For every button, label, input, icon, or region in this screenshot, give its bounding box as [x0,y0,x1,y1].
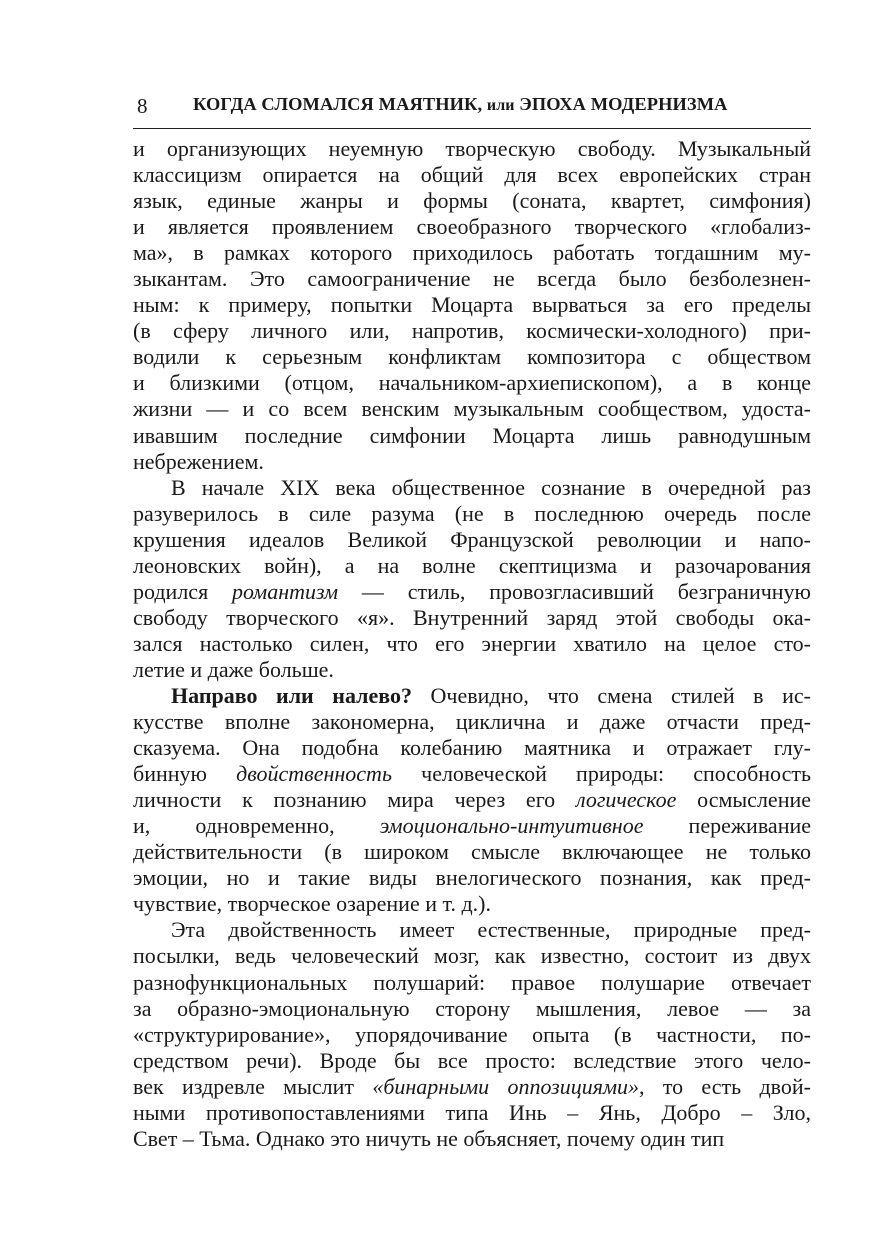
title-part-1: КОГДА СЛОМАЛСЯ МАЯТНИК, [193,94,483,114]
text-line [133,605,811,631]
text-run: Свет – Тьма. Однако это ничуть не объясняет, почему один тип [133,1125,725,1151]
text-line [133,475,811,501]
text-line [133,657,811,683]
text-line [133,266,811,292]
text-line [133,761,811,787]
text-line [133,709,811,735]
text-run: за образно-эмоциональную сторону мышления, левое — за [133,995,811,1021]
text-line [133,318,811,344]
italic-term: «бинарными оппозициями» [372,1073,640,1099]
text-run: свободу творческого «я». Внутренний заряд этой свободы ока- [133,604,811,630]
text-line [133,501,811,527]
italic-term: романтизм [232,578,339,604]
text-line [133,1100,811,1126]
title-part-2: ЭПОХА МОДЕРНИЗМА [519,94,728,114]
text-run: летие и даже больше. [133,656,334,682]
text-run: сказуема. Она подобна колебанию маятника и отражает глу- [133,735,811,761]
text-run: леоновских войн), а на волне скептицизма и разочарования [133,552,811,578]
text-line [133,683,811,709]
text-line [133,162,811,188]
text-line [133,344,811,370]
text-line [133,839,811,865]
text-line [133,136,811,162]
running-title [193,94,809,115]
text-run: ивавшим последние симфонии Моцарта лишь равнодушным [133,422,811,448]
text-line [133,970,811,996]
text-line [133,188,811,214]
text-run: посылки, ведь человеческий мозг, как известно, состоит из двух [133,943,811,969]
text-run: бинную [133,761,237,787]
text-run: (в сферу личного или, напротив, космически-холодного) при- [133,318,811,344]
title-connector: или [486,97,515,114]
italic-term: эмоционально-интуитивное [379,813,644,839]
text-run: средством речи). Вроде бы все просто: вследствие этого чело- [133,1047,811,1073]
text-run: действительности (в широком смысле включающее не только [133,839,811,865]
running-header [133,88,811,129]
paragraph [133,917,811,1151]
text-line [133,813,811,839]
text-run: классицизм опирается на общий для всех европейских стран [133,162,811,188]
text-line [133,1074,811,1100]
text-line [133,214,811,240]
text-run: и организующих неуемную творческую свободу. Музыкальный [133,136,811,161]
body-text [133,136,811,1152]
text-run: Эта двойственность имеет естественные, природные пред- [171,917,811,943]
bold-heading: Направо или налево? [171,682,412,708]
italic-term: логическое [575,787,677,813]
text-run: век издревле мыслит [133,1073,373,1099]
paragraph [133,683,811,917]
text-line [133,579,811,605]
text-line [133,735,811,761]
text-run: разуверилось в силе разума (не в последнюю очередь после [133,500,811,526]
text-line [133,943,811,969]
text-run: «структурирование», упорядочивание опыта (в частности, по- [133,1021,811,1047]
text-line [133,996,811,1022]
text-run: ма», в рамках которого приходилось работать тогдашним му- [133,240,811,266]
page-number: 8 [137,94,148,118]
text-run: зался настолько силен, что его энергии хватило на целое сто- [133,630,811,656]
paragraph [133,136,811,475]
text-run: крушения идеалов Великой Французской революции и напо- [133,526,811,552]
text-line [133,553,811,579]
text-line [133,527,811,553]
text-run: и, одновременно, [133,813,380,839]
text-run: — стиль, провозгласивший безграничную [338,578,811,604]
text-run: личности к познанию мира через его [133,787,576,813]
text-run: небрежением. [133,448,264,474]
text-run: зыкантам. Это самоограничение не всегда было безболезнен- [133,266,811,292]
text-line [133,1048,811,1074]
text-run: человеческой природы: способность [391,761,811,787]
italic-term: двойственность [236,761,392,787]
paragraph [133,475,811,683]
text-run: , то есть двой- [639,1073,811,1099]
text-line [133,449,811,475]
text-line [133,865,811,891]
text-line [133,787,811,813]
text-line [133,292,811,318]
text-run: В начале XIX века общественное сознание в очередной раз [171,474,811,500]
text-run: разнофункциональных полушарий: правое полушарие отвечает [133,969,811,995]
text-run: ным: к примеру, попытки Моцарта вырваться за его пределы [133,292,811,318]
text-line [133,1126,811,1152]
text-line [133,240,811,266]
text-line [133,423,811,449]
text-run: язык, единые жанры и формы (соната, квартет, симфония) [133,188,811,214]
text-line [133,917,811,943]
text-line [133,891,811,917]
text-run: и является проявлением своеобразного творческого «глобализ- [133,214,811,240]
text-run: и близкими (отцом, начальником-архиепископом), а в конце [133,370,811,396]
text-run: кусстве вполне закономерна, циклична и даже отчасти пред- [133,709,811,735]
text-run: жизни — и со всем венским музыкальным сообществом, удоста- [133,396,811,422]
text-run: ными противопоставлениями типа Инь – Янь, Добро – Зло, [133,1099,811,1125]
text-run: Очевидно, что смена стилей в ис- [411,682,811,708]
text-run: чувствие, творческое озарение и т. д.). [133,891,491,917]
text-run: переживание [643,813,812,839]
text-run: осмысление [676,787,812,813]
text-run: родился [133,578,233,604]
text-line [133,631,811,657]
text-line [133,1022,811,1048]
text-run: водили к серьезным конфликтам композитора с обществом [133,344,811,370]
text-run: эмоции, но и такие виды внелогического познания, как пред- [133,865,811,891]
text-line [133,396,811,422]
text-line [133,370,811,396]
